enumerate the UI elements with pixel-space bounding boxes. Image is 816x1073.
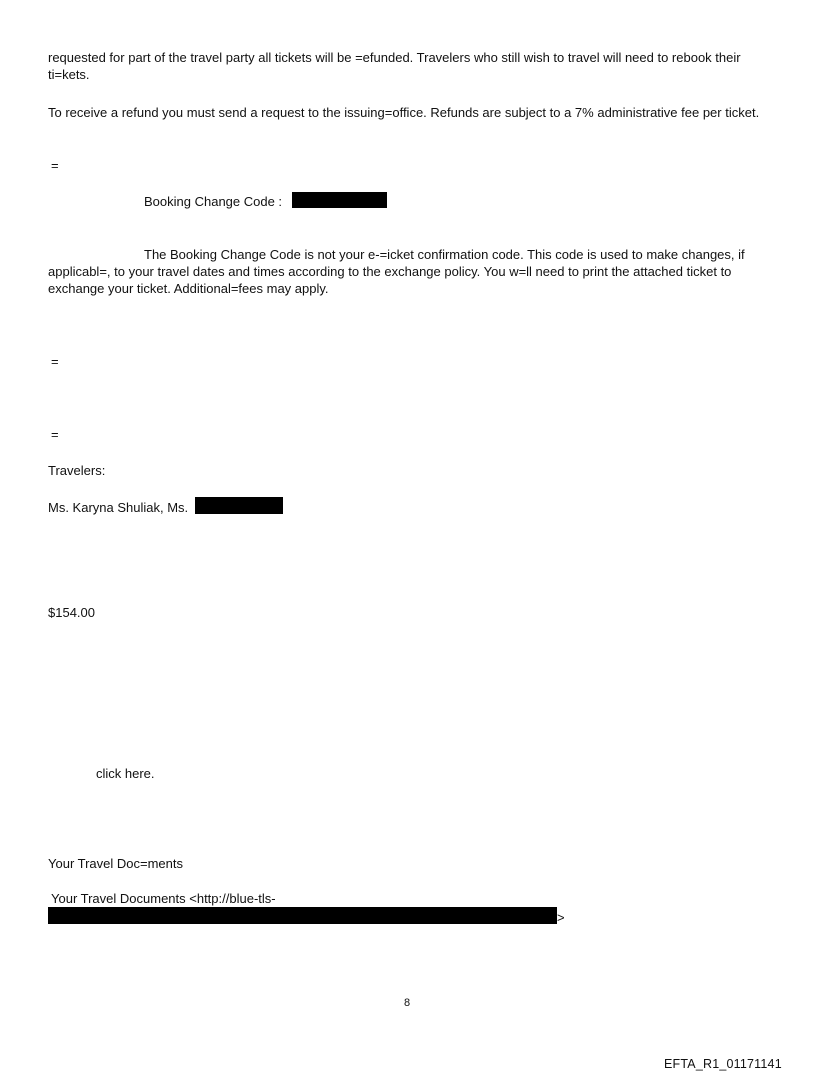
separator-mark: = (51, 427, 59, 442)
travelers-label: Travelers: (48, 463, 106, 478)
travelers-names-row (48, 497, 283, 516)
redacted-traveler-name (195, 497, 283, 514)
booking-change-code-row (144, 192, 387, 210)
travel-documents-heading: Your Travel Doc=ments (48, 856, 184, 871)
link-end-bracket: > (557, 910, 565, 925)
travelers-names: Ms. Karyna Shuliak, Ms. (48, 500, 189, 515)
page-number: 8 (404, 997, 411, 1009)
click-here-link[interactable]: click here. (96, 766, 155, 781)
travel-documents-link-row (48, 907, 565, 926)
booking-change-code-label: Booking Change Code : (144, 194, 283, 209)
separator-mark: = (51, 354, 59, 369)
booking-change-explanation: The Booking Change Code is not your e-=icket confirmation code. This code is used to make changes, if applicabl=, to your travel dates and times according to the exchange policy. You w=ll need to print the attached ticket to exchange your ticket. Additional=fees may apply. (48, 247, 745, 296)
redacted-booking-code (292, 192, 387, 208)
separator-mark: = (51, 158, 59, 173)
refund-policy-paragraph: requested for part of the travel party all tickets will be =efunded. Travelers who still wish to travel will need to rebook their ti=kets. (48, 50, 741, 82)
ticket-amount: $154.00 (48, 605, 95, 620)
document-id-footer: EFTA_R1_01171141 (664, 1057, 782, 1071)
travel-documents-link[interactable]: Your Travel Documents <http://blue-tls- (51, 891, 276, 906)
refund-request-paragraph: To receive a refund you must send a request to the issuing=office. Refunds are subject to a 7% administrative fee per ticket. (48, 105, 760, 120)
redacted-url (48, 907, 557, 924)
